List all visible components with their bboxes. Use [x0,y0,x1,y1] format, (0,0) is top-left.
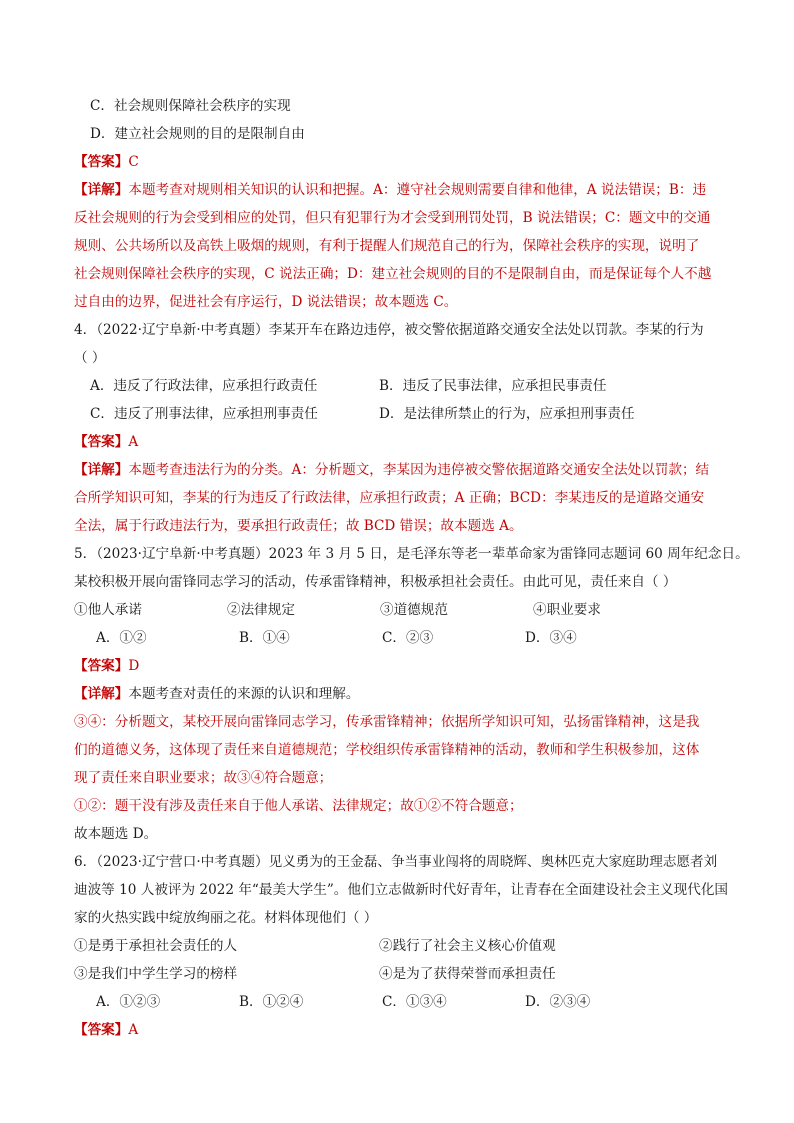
q5-explain-line [74,680,730,708]
q5-option-d: D．③④ [525,630,577,646]
q5-option-a: A．①② [96,630,147,646]
q6-options-row [74,988,730,1016]
q5-explain-line: ①②：题干没有涉及责任来自于他人承诺、法律规定；故①②不符合题意； [74,798,523,814]
answer-value: D [128,658,140,674]
q3-explain-line: 过自由的边界，促进社会有序运行，D 说法错误；故本题选 C。 [74,294,458,310]
q4-option-a: A．违反了行政法律，应承担行政责任 [90,378,318,394]
q5-option-b: B．①④ [239,630,290,646]
answer-tag: 【答案】 [74,1022,129,1038]
q5-items-row [74,596,730,624]
q4-options-row [74,400,730,428]
explain-tag: 【详解】 [74,182,129,198]
q4-explain-line [74,456,730,484]
q3-explain-line [74,176,730,204]
exam-page [74,92,749,1044]
q5-explain-line: 现了责任来自职业要求；故③④符合题意； [74,770,333,786]
q6-stem: 6．（2023·辽宁营口·中考真题）见义勇为的王金磊、争当事业闯将的周晓辉、奥林匹克大家庭助理志愿者刘 [74,854,718,870]
q4-explain-line: 全法，属于行政违法行为，要承担行政责任；故 BCD 错误；故本题选 A。 [74,518,523,534]
q5-stem: 5．（2023·辽宁阜新·中考真题）2023 年 3 月 5 日，是毛泽东等老一辈革命家为雷锋同志题词 60 周年纪念日。 [74,546,749,562]
q3-option-c: C．社会规则保障社会秩序的实现 [90,98,291,114]
answer-tag: 【答案】 [74,658,129,674]
q3-option-d: D．建立社会规则的目的是限制自由 [90,126,305,142]
answer-tag: 【答案】 [74,154,129,170]
q6-option-c: C．①③④ [382,994,447,1010]
q6-option-b: B．①②④ [239,994,304,1010]
q4-option-d: D．是法律所禁止的行为，应承担刑事责任 [379,406,635,422]
explain-text: 本题考查对规则相关知识的认识和把握。A：遵守社会规则需要自律和他律，A 说法错误；B：违 [128,182,707,198]
explain-text: 本题考查对责任的来源的认识和理解。 [128,686,360,702]
q5-options-row [74,624,730,652]
q5-item: ①他人承诺 [74,602,142,618]
q3-answer [74,148,730,176]
q5-option-c: C．②③ [382,630,434,646]
q6-stem: 迪波等 10 人被评为 2022 年“最美大学生”。他们立志做新时代好青年，让青春在全面建设社会主义现代化国 [74,882,729,898]
q4-option-c: C．违反了刑事法律，应承担刑事责任 [90,406,318,422]
q5-item: ②法律规定 [227,602,295,618]
q3-explain-line: 规则、公共场所以及高铁上吸烟的规则，有利于提醒人们规范自己的行为，保障社会秩序的实现，说明了 [74,238,700,254]
q6-item: ③是我们中学生学习的榜样 [74,966,238,982]
q6-items-row [74,960,730,988]
answer-value: A [128,434,139,450]
q5-stem: 某校积极开展向雷锋同志学习的活动，传承雷锋精神，积极承担社会责任。由此可见，责任来自（ ） [74,574,677,590]
explain-text: 本题考查违法行为的分类。A：分析题文，李某因为违停被交警依据道路交通安全法处以罚款；结 [128,462,710,478]
answer-value: C [128,154,139,170]
q6-item: ④是为了获得荣誉而承担责任 [379,966,556,982]
q6-option-d: D．②③④ [525,994,591,1010]
q5-item: ③道德规范 [380,602,448,618]
q4-stem: 4．（2022·辽宁阜新·中考真题）李某开车在路边违停，被交警依据道路交通安全法处以罚款。李某的行为 [74,322,704,338]
q3-explain-line: 反社会规则的行为会受到相应的处罚，但只有犯罪行为才会受到刑罚处罚，B 说法错误；C：题文中的交通 [74,210,711,226]
q6-item: ①是勇于承担社会责任的人 [74,938,238,954]
q3-explain-line: 社会规则保障社会秩序的实现，C 说法正确；D：建立社会规则的目的不是限制自由，而是保证每个人不越 [74,266,712,282]
q6-option-a: A．①②③ [96,994,161,1010]
q4-options-row [74,372,730,400]
q6-answer [74,1016,730,1044]
q4-explain-line: 合所学知识可知，李某的行为违反了行政法律，应承担行政责；A 正确；BCD：李某违反的是道路交通安 [74,490,705,506]
q5-conclusion: 故本题选 D。 [74,826,158,842]
q5-explain-line: ③④：分析题文，某校开展向雷锋同志学习，传承雷锋精神；依据所学知识可知，弘扬雷锋精神，这是我 [74,714,700,730]
q5-item: ④职业要求 [533,602,601,618]
q5-answer [74,652,730,680]
q4-option-b: B．违反了民事法律，应承担民事责任 [379,378,607,394]
answer-value: A [128,1022,139,1038]
q6-item: ②践行了社会主义核心价值观 [379,938,556,954]
answer-tag: 【答案】 [74,434,129,450]
explain-tag: 【详解】 [74,686,129,702]
explain-tag: 【详解】 [74,462,129,478]
q6-items-row [74,932,730,960]
q4-answer [74,428,730,456]
q5-explain-line: 们的道德义务，这体现了责任来自道德规范；学校组织传承雷锋精神的活动，教师和学生积极参加，这体 [74,742,700,758]
q4-stem: （ ） [74,350,106,366]
q6-stem: 家的火热实践中绽放绚丽之花。材料体现他们（ ） [74,910,378,926]
